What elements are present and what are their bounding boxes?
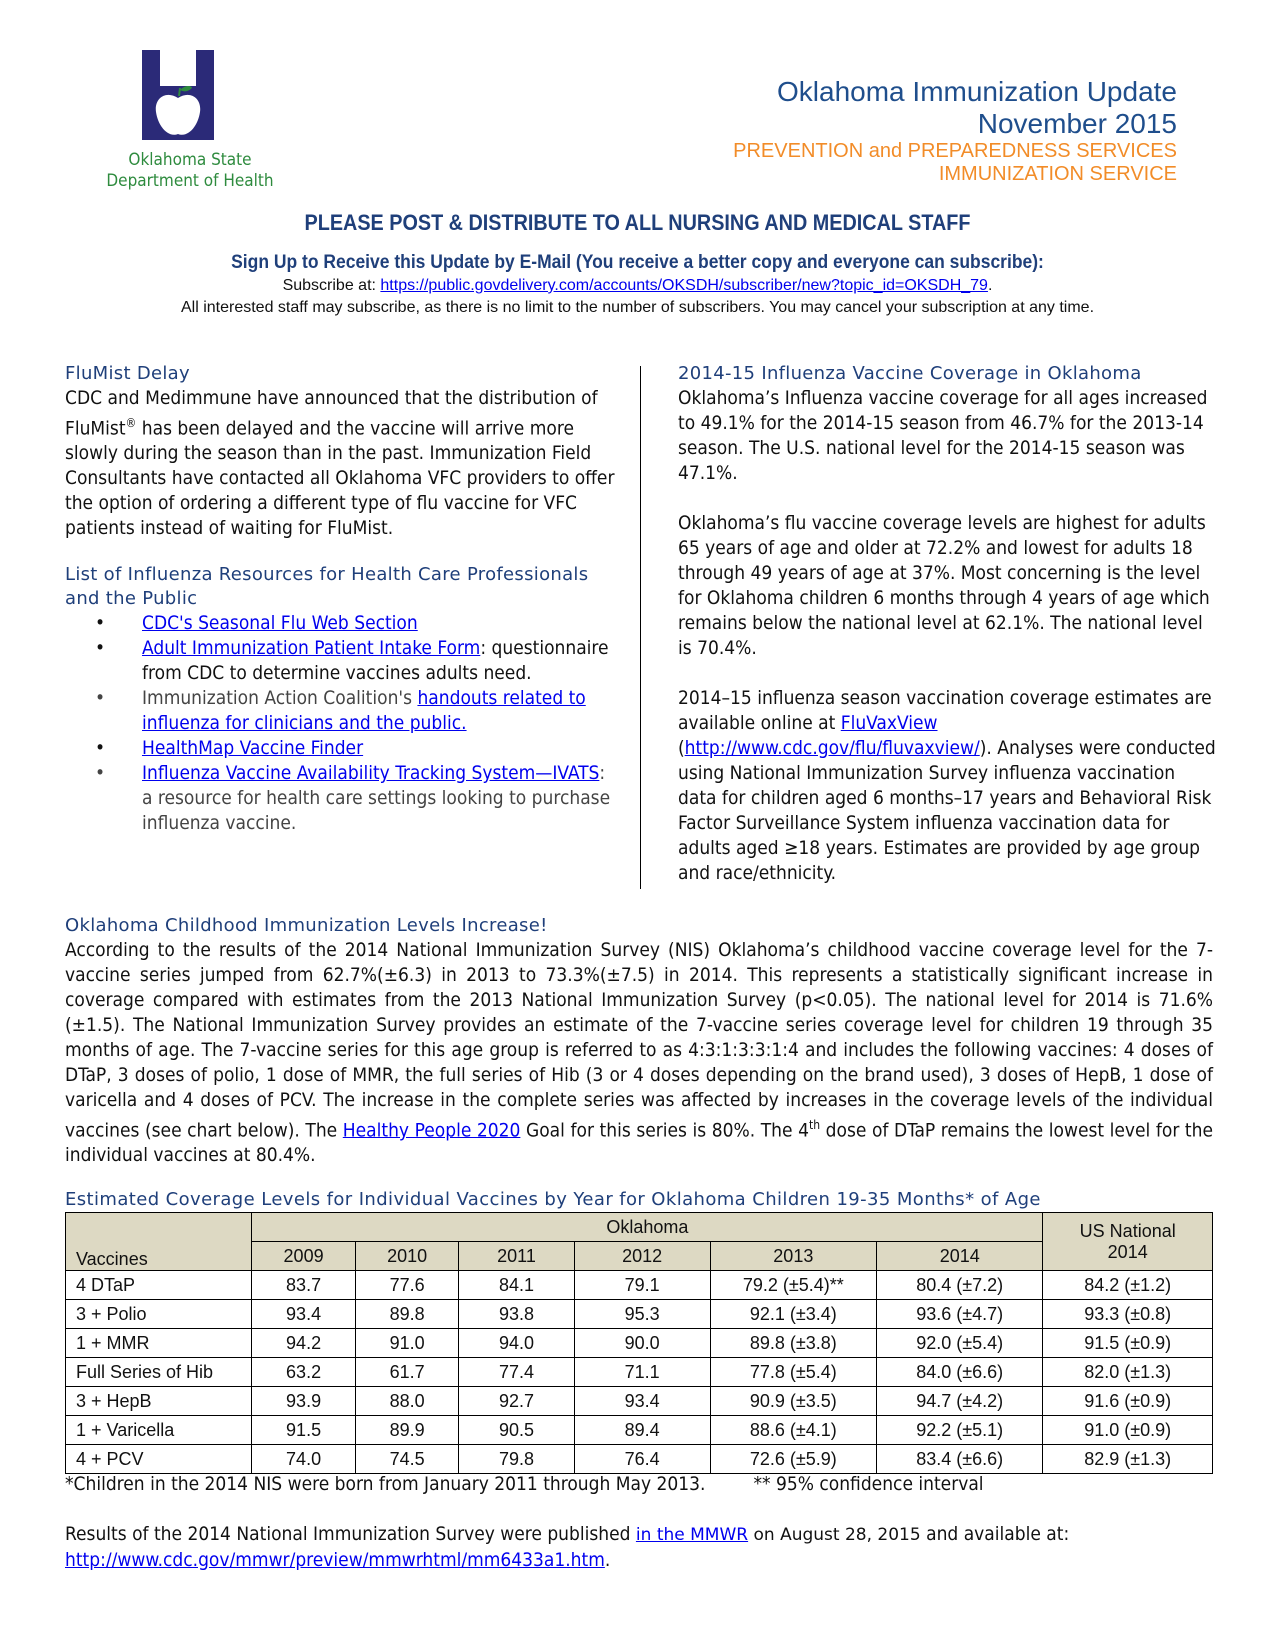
- coverage-value: 89.4: [574, 1416, 710, 1445]
- resources-list: [95, 611, 620, 836]
- coverage-value: 84.2 (±1.2): [1043, 1271, 1213, 1300]
- footnote-ci: ** 95% confidence interval: [753, 1473, 984, 1495]
- coverage-value: 90.0: [574, 1329, 710, 1358]
- coverage-value: 77.6: [355, 1271, 459, 1300]
- org-line-1: Oklahoma State: [128, 150, 252, 170]
- coverage-value: 83.4 (±6.6): [877, 1445, 1043, 1474]
- coverage-value: 91.6 (±0.9): [1043, 1387, 1213, 1416]
- fluvax-text-b: (: [678, 737, 685, 759]
- results-text-c: and available at:: [920, 1523, 1070, 1545]
- vaccine-name: 1 + MMR: [66, 1329, 252, 1358]
- coverage-value: 79.1: [574, 1271, 710, 1300]
- subscribe-suffix: .: [987, 277, 993, 294]
- newsletter-title: Oklahoma Immunization Update: [777, 76, 1177, 107]
- results-date: on August 28, 2015: [748, 1525, 921, 1545]
- flumist-paragraph: [65, 386, 620, 541]
- coverage-value: 92.1 (±3.4): [710, 1300, 876, 1329]
- fluvax-text-a: 2014–15 influenza season vaccination coverage estimates are available online at: [678, 687, 1212, 734]
- col-header-vaccines: Vaccines: [66, 1213, 252, 1271]
- table-body: [66, 1271, 1213, 1474]
- table-row: [66, 1358, 1213, 1387]
- flumist-text-2: has been delayed and the vaccine will arrive more slowly during the season than in the past. Immunization Field Consultants have contacted all Oklahoma VFC providers to offer the option of ordering a different type of flu vaccine for VFC patients instead of waiting for FluMist.: [65, 417, 615, 540]
- osdh-h-apple-icon: [100, 48, 280, 148]
- coverage-value: 77.4: [459, 1358, 574, 1387]
- all-staff-note: All interested staff may subscribe, as there is no limit to the number of subscribers. You may cancel your subscription at any time.: [180, 299, 1095, 316]
- coverage-value: 89.8 (±3.8): [710, 1329, 876, 1358]
- signup-heading: Sign Up to Receive this Update by E-Mail (You receive a better copy and everyone can subscribe):: [231, 252, 1044, 273]
- vaccine-name: 3 + Polio: [66, 1300, 252, 1329]
- resources-heading: List of Influenza Resources for Health Care Professionals and the Public: [65, 564, 589, 610]
- flumist-text-1: CDC and Medimmune have announced that the distribution of FluMist: [65, 387, 598, 440]
- col-header-year: 2014: [877, 1242, 1043, 1271]
- col-header-year: 2013: [710, 1242, 876, 1271]
- coverage-value: 77.8 (±5.4): [710, 1358, 876, 1387]
- registered-mark: ®: [125, 416, 137, 430]
- coverage-value: 88.6 (±4.1): [710, 1416, 876, 1445]
- coverage-value: 89.9: [355, 1416, 459, 1445]
- subscribe-prefix: Subscribe at:: [282, 277, 381, 294]
- list-item: [95, 736, 620, 761]
- childhood-section: [65, 914, 1213, 1168]
- coverage-value: 74.0: [252, 1445, 356, 1474]
- table-footnote: [65, 1472, 1213, 1497]
- coverage-value: 83.7: [252, 1271, 356, 1300]
- table-row: [66, 1387, 1213, 1416]
- coverage-value: 72.6 (±5.9): [710, 1445, 876, 1474]
- table-row: [66, 1300, 1213, 1329]
- coverage-value: 91.5 (±0.9): [1043, 1329, 1213, 1358]
- flumist-heading: FluMist Delay: [65, 363, 190, 384]
- coverage-value: 79.8: [459, 1445, 574, 1474]
- results-text-a: Results of the 2014 National Immunization Survey were published: [65, 1523, 636, 1545]
- coverage-value: 94.0: [459, 1329, 574, 1358]
- coverage-paragraph-1: Oklahoma’s Influenza vaccine coverage for all ages increased to 49.1% for the 2014-15 season from 46.7% for the 2013-14 season. The U.S. national level for the 2014-15 season was 47.1%.: [678, 387, 1208, 484]
- mmwr-link[interactable]: in the MMWR: [635, 1525, 749, 1545]
- col-header-year: 2012: [574, 1242, 710, 1271]
- coverage-value: 88.0: [355, 1387, 459, 1416]
- coverage-value: 93.8: [459, 1300, 574, 1329]
- table-row: [66, 1329, 1213, 1358]
- coverage-paragraph-3: [678, 686, 1218, 886]
- service-name: IMMUNIZATION SERVICE: [938, 163, 1177, 185]
- post-notice: PLEASE POST & DISTRIBUTE TO ALL NURSING AND MEDICAL STAFF: [304, 210, 971, 235]
- fluvaxview-url-link[interactable]: http://www.cdc.gov/flu/fluvaxview/: [684, 737, 980, 759]
- coverage-table: [65, 1212, 1213, 1474]
- coverage-value: 74.5: [355, 1445, 459, 1474]
- vaccine-name: 4 + PCV: [66, 1445, 252, 1474]
- vaccine-name: Full Series of Hib: [66, 1358, 252, 1387]
- newsletter-masthead: [733, 76, 1177, 186]
- coverage-value: 90.9 (±3.5): [710, 1387, 876, 1416]
- table-row: [66, 1445, 1213, 1474]
- coverage-value: 93.4: [574, 1387, 710, 1416]
- fluvax-text-c: ). Analyses were conducted using National Immunization Survey influenza vaccination data for children aged 6 months–17 years and Behavioral Risk Factor Surveillance System influenza vaccination data for adults aged ≥18 years. Estimates are provided by age group and race/ethnicity.: [678, 737, 1216, 884]
- left-column: [65, 362, 620, 836]
- ivats-desc: : a resource for health care settings looking to purchase influenza vaccine.: [142, 762, 611, 835]
- childhood-paragraph: [65, 938, 1213, 1168]
- iac-text: Immunization Action Coalition's: [142, 687, 418, 710]
- healthmap-link[interactable]: HealthMap Vaccine Finder: [142, 737, 364, 760]
- us-national-year: 2014: [1107, 1241, 1148, 1262]
- childhood-text-c: dose of DTaP remains the lowest level for the individual vaccines at 80.4%.: [65, 1119, 1213, 1167]
- coverage-value: 94.2: [252, 1329, 356, 1358]
- coverage-value: 92.0 (±5.4): [877, 1329, 1043, 1358]
- column-divider: [640, 366, 641, 889]
- mmwr-url-link[interactable]: http://www.cdc.gov/mmwr/preview/mmwrhtml/mm6433a1.htm: [65, 1549, 605, 1571]
- coverage-value: 61.7: [355, 1358, 459, 1387]
- group-header-oklahoma: Oklahoma: [252, 1213, 1043, 1242]
- coverage-value: 93.4: [252, 1300, 356, 1329]
- subscribe-line: [0, 276, 1275, 295]
- right-column: [678, 362, 1218, 886]
- childhood-text-b: Goal for this series is 80%. The 4: [520, 1119, 809, 1142]
- childhood-sup: th: [808, 1118, 821, 1132]
- fluvaxview-link[interactable]: FluVaxView: [840, 712, 938, 734]
- coverage-value: 90.5: [459, 1416, 574, 1445]
- coverage-value: 82.9 (±1.3): [1043, 1445, 1213, 1474]
- division-name: PREVENTION and PREPAREDNESS SERVICES: [733, 140, 1177, 162]
- healthy-people-link[interactable]: Healthy People 2020: [342, 1119, 521, 1142]
- coverage-value: 91.0 (±0.9): [1043, 1416, 1213, 1445]
- coverage-value: 93.9: [252, 1387, 356, 1416]
- vaccine-name: 1 + Varicella: [66, 1416, 252, 1445]
- coverage-value: 80.4 (±7.2): [877, 1271, 1043, 1300]
- coverage-value: 93.3 (±0.8): [1043, 1300, 1213, 1329]
- coverage-value: 92.7: [459, 1387, 574, 1416]
- table-row: [66, 1416, 1213, 1445]
- coverage-value: 63.2: [252, 1358, 356, 1387]
- coverage-paragraph-2: Oklahoma’s flu vaccine coverage levels are highest for adults 65 years of age and older at 72.2% and lowest for adults 18 through 49 years of age at 37%. Most concerning is the level for Oklahoma children 6 months through 4 years of age which remains below the national level at 62.1%. The national level is 70.4%.: [678, 512, 1210, 659]
- org-line-2: Department of Health: [106, 171, 274, 191]
- list-item: [95, 636, 620, 686]
- col-header-year: 2009: [252, 1242, 356, 1271]
- col-header-year: 2011: [459, 1242, 574, 1271]
- ivats-link[interactable]: Influenza Vaccine Availability Tracking System—IVATS: [142, 762, 600, 785]
- table-row: [66, 1271, 1213, 1300]
- coverage-value: 95.3: [574, 1300, 710, 1329]
- table-title: Estimated Coverage Levels for Individual Vaccines by Year for Oklahoma Children 19-35 Months* of Age: [65, 1189, 1041, 1210]
- vaccine-name: 4 DTaP: [66, 1271, 252, 1300]
- list-item: [95, 761, 620, 836]
- subscribe-link[interactable]: https://public.govdelivery.com/accounts/OKSDH/subscriber/new?topic_id=OKSDH_79: [380, 277, 988, 294]
- coverage-value: 84.1: [459, 1271, 574, 1300]
- coverage-value: 93.6 (±4.7): [877, 1300, 1043, 1329]
- us-national-label: US National: [1079, 1220, 1176, 1241]
- coverage-value: 84.0 (±6.6): [877, 1358, 1043, 1387]
- group-header-us-national: [1043, 1213, 1213, 1271]
- coverage-value: 89.8: [355, 1300, 459, 1329]
- vaccine-name: 3 + HepB: [66, 1387, 252, 1416]
- coverage-value: 71.1: [574, 1358, 710, 1387]
- intake-form-desc: : questionnaire from CDC to determine vaccines adults need.: [142, 637, 609, 685]
- results-text-d: .: [604, 1549, 611, 1571]
- coverage-heading: 2014-15 Influenza Vaccine Coverage in Oklahoma: [678, 363, 1142, 384]
- list-item: [95, 686, 620, 736]
- intake-form-link[interactable]: Adult Immunization Patient Intake Form: [142, 637, 481, 660]
- results-paragraph: [65, 1522, 1213, 1573]
- osdh-logo: [100, 48, 280, 198]
- coverage-value: 79.2 (±5.4)**: [710, 1271, 876, 1300]
- coverage-value: 91.0: [355, 1329, 459, 1358]
- col-header-year: 2010: [355, 1242, 459, 1271]
- childhood-text-a: According to the results of the 2014 National Immunization Survey (NIS) Oklahoma’s childhood vaccine coverage level for the 7-vaccine series jumped from 62.7%(±6.3) in 2013 to 73.3%(±7.5) in 2014. This represents a statistically significant increase in coverage compared with estimates from the 2013 National Immunization Survey (p<0.05). The national level for 2014 is 71.6%(±1.5). The National Immunization Survey provides an estimate of the 7-vaccine series coverage level for children 19 through 35 months of age. The 7-vaccine series for this age group is referred to as 4:3:1:3:3:1:4 and includes the following vaccines: 4 doses of DTaP, 3 doses of polio, 1 dose of MMR, the full series of Hib (3 or 4 doses depending on the brand used), 3 doses of HepB, 1 dose of varicella and 4 doses of PCV. The increase in the complete series was affected by increases in the coverage levels of the individual vaccines (see chart below). The: [65, 939, 1213, 1142]
- coverage-value: 91.5: [252, 1416, 356, 1445]
- coverage-value: 94.7 (±4.2): [877, 1387, 1043, 1416]
- coverage-value: 76.4: [574, 1445, 710, 1474]
- cdc-flu-link[interactable]: CDC's Seasonal Flu Web Section: [142, 612, 418, 635]
- iac-handouts-link[interactable]: handouts related to influenza for clinicians and the public.: [142, 687, 586, 735]
- newsletter-date: November 2015: [977, 108, 1177, 139]
- list-item: [95, 611, 620, 636]
- footnote-birth: *Children in the 2014 NIS were born from January 2011 through May 2013.: [65, 1473, 706, 1495]
- coverage-value: 92.2 (±5.1): [877, 1416, 1043, 1445]
- childhood-heading: Oklahoma Childhood Immunization Levels Increase!: [65, 915, 548, 936]
- coverage-value: 82.0 (±1.3): [1043, 1358, 1213, 1387]
